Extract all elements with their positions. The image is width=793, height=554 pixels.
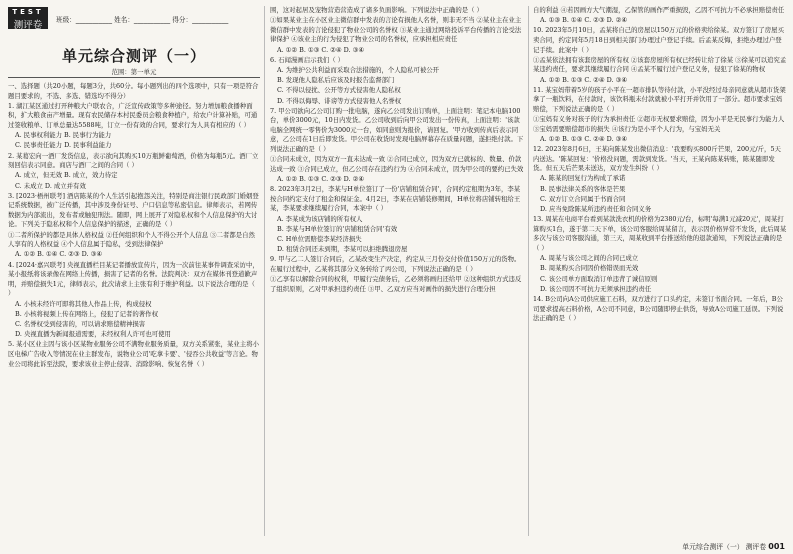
col3-paragraph: 10. 2023年5月10日，孟某将自己的房屋以150万元的价格卖给徐某。双方签订了房屋买卖合同，约定同年5月18日到相关部门办理过户登记手续。后孟某反悔，拒绝办理过户登记手续。此案中（ ） (533, 26, 784, 54)
col3-paragraph: D. 该公司因不可抗力无须承担违约责任 (540, 284, 652, 293)
col3-paragraph: ①宝妈有义务对孩子的行为承担责任 ②超市无权要求赔偿，因为小平是无民事行为能力人 ③宝妈需要赔偿超市的损失 ④该行为是小平个人行为，与宝妈无关 (533, 115, 785, 133)
col2-paragraph: C. 不得以侵扰、公开等方式侵害他人隐私权 (277, 86, 401, 95)
col2-paragraph: 围，这对起居及宠物营造营造成了诸多负面影响。下列说法中正确的是（ ） (270, 6, 483, 14)
col2-paragraph: C. H单位需赔偿李某经济损失 (277, 234, 362, 243)
col1-paragraph: A. 民事权利能力 B. 民事行为能力 (15, 131, 112, 140)
footer-label: 单元综合测评（一） (682, 543, 744, 551)
col1-paragraph: A. ①② B. ①④ C. ②③ D. ③④ (15, 250, 103, 259)
col1-paragraph: C. 未成立 D. 成立并有效 (15, 181, 86, 190)
col2-paragraph: B. 李某与H单位签订的'店铺租赁合同'有效 (277, 224, 398, 233)
col2-paragraph: ①如果某业主在小区业主微信群中发表的言论有损他人名誉，则非无不当 ②某业主在业主微信群中发表的言论侵犯了物业公司的名誉权 ③某业主通过网络投诉平台传播的言论受法律保护 ④该业主的行为侵犯了物业公司的名誉权，应承担相应责任 (270, 16, 522, 44)
col1-paragraph: D. 央视直播为新闻报道需要，未经权利人许可也可使用 (15, 330, 171, 339)
col1-paragraph: C. 民事责任能力 D. 民事利益能力 (15, 141, 112, 150)
header (8, 7, 260, 29)
page-subtitle: 范围：第一单元 (111, 68, 157, 76)
logo-top: TEST (12, 8, 44, 16)
col1-paragraph: 3. [2023·梧州联考] 酒店陈某的个人生活引起抱怨关注，特别是商注银行民政部门婚姻登记系统数据，被广泛传播，其中涉及身份证号、户口信息等私密信息。律师表示，若网传数据为内部流出，发布者或触犯刑法。随即，网上展开了对隐私权和个人信息保护的大讨论。下列关于隐私权和个人信息保护的描述，正确的是（ ） (8, 191, 259, 229)
col3-paragraph: B. 周某购买合同因价格错误而无效 (540, 264, 639, 273)
col3-paragraph: A. ①③ B. ①④ C. ②③ D. ②④ (540, 16, 628, 25)
col3-paragraph: 自的利益 ④若因画方大气潮湿，乙保管的画作严重损毁，乙因不可抗力不必承担赔偿责任 (533, 6, 785, 14)
col1-paragraph: 2. 某葛宏向一酒厂发货信息，表示欲向其购买10万瓶鲜葡萄酒，价格为每瓶5元。酒厂立刻回信表示同意。商店与酒厂之间的合同（ ） (8, 151, 259, 170)
col3-paragraph: ①孟某依法拥有该套房屋的所有权 ②该套房屋所有权已经转让给了徐某 ③徐某可以追究孟某违约责任，要求其继续履行合同 ④孟某不履行过户登记义务，侵犯了徐某的物权 (533, 55, 787, 74)
col2-paragraph: D. 租赁合同还未到期，李某可以拒绝腾退房屋 (277, 245, 408, 254)
col2-paragraph: D. 不得以侮辱、诽谤等方式侵害他人名誉权 (277, 96, 401, 105)
col2-paragraph: 8. 2023年3月2日，李某与H单位签订了一份'店铺租赁合同'，合同约定租期为3年，李某按合同约定支付了租金和保证金。4月2日，李某在店铺装修期间，H单位将店铺转租给王某，李某要求继续履行合同，本案中（ ） (270, 185, 521, 213)
column-middle (270, 6, 524, 295)
page-title: 单元综合测评（一） (61, 47, 206, 65)
col1-paragraph: 4. [2024·嘉兴联考] 央视直播栏目某记者播放宣传片，因为一次前往某事件调查采访中，某小报纸将该录像在网络上传播，损害了记者的名誉。法院判决：双方在媒体刊登道歉声明，并赔偿损失1元，律师表示，此次请求上主张有利于维护利益。以下说法合理的是（ ） (8, 260, 259, 298)
logo-bottom: 测评卷 (13, 20, 43, 31)
column-left (8, 82, 260, 370)
col3-paragraph: B. 民事法律关系的客体是芒果 (540, 184, 626, 193)
col1-paragraph: B. 小核将视频上传在网络上，侵犯了记者的著作权 (15, 309, 158, 318)
column-right (533, 6, 787, 324)
col1-paragraph: ①二者所保护的都是具体人格权益 ②任何组织和个人不得公开个人信息 ③二者都是自然人享有的人格权益 ④个人信息属于隐私，受到法律保护 (8, 230, 255, 249)
footer-section: 测评卷 (745, 543, 767, 551)
col2-paragraph: B. 发现他人隐私后应该及时报告监督部门 (277, 76, 395, 85)
col3-paragraph: A. 周某与该公司之间的合同已成立 (540, 254, 639, 263)
col2-paragraph: A. 李某成为该店铺的所有权人 (277, 214, 363, 223)
test-logo (8, 7, 48, 29)
page-footer (682, 541, 785, 551)
col3-paragraph: 11. 某宝妈带着5岁的孩子小平在一超市排队等待付款，小平没经过母亲同意就从超市货架拿了一瓶饮料，在付款时，该饮料瓶未付款就被小平打开并饮用了一部分。超市要求宝妈赔偿，下列说法正确的是（ ） (533, 85, 786, 113)
col3-paragraph: C. 该公司单方面取消订单违背了诚信原则 (540, 274, 658, 283)
col2-paragraph: 7. 甲公司欲向乙公司订购一批电脑，遂向乙公司发出订购单，上面注明：笔记本电脑100台，单价3000元，10日内发货。乙公司收到后向甲公司发出一份传真，上面注明：'该款电脑全网统一零售价为3000元一台，如同意则为报价，请回复。'甲方收到传真后表示同意，乙公司在1日后即发货。甲公司在收货时发现电脑屏幕存在质量问题，遂拒绝付款。下列说法正确的是（ ） (270, 106, 524, 154)
page-number: 001 (768, 542, 785, 551)
col2-paragraph: A. 为维护公共利益而采取合法措施的，个人隐私可被公开 (277, 65, 440, 74)
col3-paragraph: 14. B公司向A公司供应施工石料，双方进行了口头约定，未签订书面合同。一年后，B公司要求提高石料价格，A公司不同意，B公司随即停止供货，导致A公司施工延误。下列说法正确的是（ ） (533, 294, 784, 323)
student-fields: 班级：___________ 姓名：___________ 得分：___________ (56, 16, 229, 24)
col1-paragraph: A. 成立，但无效 B. 成立，效力待定 (15, 171, 118, 180)
col2-paragraph: 9. 甲与乙二人签订合同后，乙某改变生产决定，约定从三月份交付价值150万元的货物。在履行过程中，乙某将其部分义务转给了丙公司，下列说法正确的是（ ） (270, 255, 521, 273)
col3-paragraph: D. 应当免除陈某所违约责任和合同义务 (540, 205, 652, 213)
col1-paragraph: A. 小核未经许可即将其他人作品上传，构成侵权 (15, 299, 152, 308)
col2-paragraph: A. ①② B. ①③ C. ②④ D. ③④ (277, 45, 365, 54)
col1-paragraph: 一、选择题（共20小题，每题3分，共60分。每小题列出的四个选项中，只有一项是符合题目要求的，不选、多选、错选均不得分） (8, 82, 259, 100)
col3-paragraph: 12. 2023年8月6日，王某向陈某发出微信消息：'我要购买800斤芒果，200元/斤，5天内送达。'陈某回复：'价格没问题，需款到发货。'当天，王某向陈某转账，陈某随即发货。但五天后芒果未送达，双方发生纠纷（ ） (533, 145, 781, 173)
col3-paragraph: 13. 周某在电商平台看到某款洗衣机的价格为2380元/台，标明'每满1元减20元'，周某打算购买1台，遂于第二天下单，该公司客服给周某留言，表示因价格异常不发货，此后周某多次与该公司客服沟通，第三天，周某收到平台推送给他的退款通知，下列说法正确的是（ ） (533, 215, 787, 252)
col2-paragraph: A. ①② B. ①③ C. ②③ D. ②④ (277, 175, 365, 184)
col3-paragraph: A. 陈某的回复行为构成了承诺 (540, 174, 626, 183)
col1-paragraph: C. 名誉权受到侵害的，可以请求赔偿精神损害 (15, 319, 146, 328)
col3-paragraph: A. ①② B. ①③ C. ②④ D. ③④ (540, 134, 628, 143)
col2-paragraph: ①合同未成立，因为双方一直未达成一致 ②合同已成立，因为双方已就标的、数量、价款达成一致 ③合同已成立，但乙公司存在违约行为 ④合同未成立，因为甲公司的要约已失效 (270, 155, 524, 173)
title-rule (8, 77, 260, 78)
col2-paragraph: ①乙享有以解除合同的权利，甲履行完债务后，乙必须将画归还给甲 ②这种组织方式违反了组织原则，乙对甲承担违约责任 ③甲、乙双方应当对画作的损失进行合理分担 (270, 275, 522, 293)
col1-paragraph: 1. 湖江某区通过打开种粮大户联农合，广泛宣传政策等多种途径。努力增加粮食播种面积，扩大粮食亩产增量。现有农民储存本村民委员会粮食种植户，给农户计算补贴，可通过签收粮单、订单总量达5588吨，订立一份有效的合同，要求行为人具有相应的（ ） (8, 101, 258, 129)
col2-paragraph: 6. 石闻漫画启示我们（ ） (270, 55, 345, 64)
column-divider (528, 6, 529, 536)
column-divider (264, 6, 265, 536)
col3-paragraph: A. ①② B. ①③ C. ②④ D. ③④ (540, 75, 628, 84)
col3-paragraph: C. 双方订立合同属于书面合同 (540, 194, 626, 203)
col1-paragraph: 5. 某小区业主因与该小区某物业服务公司不满物业服务质量，双方关系紧张，某业主将小区电梯广告收入等情况在业主群发布，说物业公司'吃拿卡要'、'侵吞公共收益'等言论。物业公司将此诉至法院，要求该业主停止侵害、消除影响、恢复名誉（ ） (8, 340, 259, 368)
